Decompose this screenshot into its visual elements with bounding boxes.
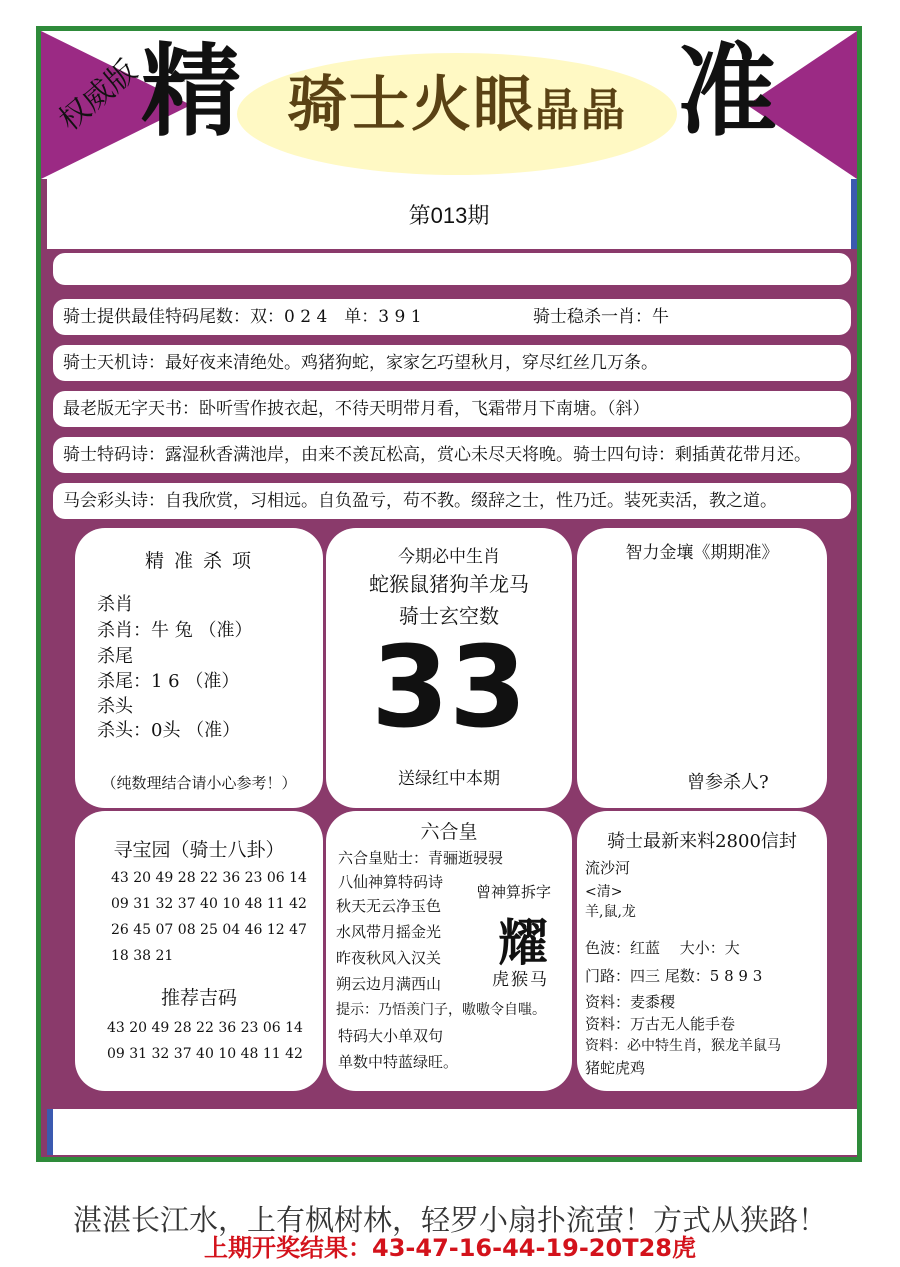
kill-zodiac-text: 骑士稳杀一肖：牛 <box>533 307 669 327</box>
tianji-poem-row <box>53 345 851 381</box>
kill-line: 杀头：0头 （准） <box>97 720 241 741</box>
center-bottom-text: 送绿红中本期 <box>398 769 500 789</box>
wordless-book-row <box>53 391 851 427</box>
mystic-number: 33 <box>371 623 527 753</box>
center-card <box>326 528 572 808</box>
brand-main: 骑士火眼 <box>287 70 535 140</box>
wisdom-title: 智力金壤《期期准》 <box>625 543 779 563</box>
kill-line: 杀尾：1 6 （准） <box>97 671 240 692</box>
must-zodiac-list: 蛇猴鼠猪狗羊龙马 <box>369 572 529 596</box>
wordless-book-text: 最老版无字天书：卧听雪作披衣起，不待天明带月看，飞霜带月下南塘。（斜） <box>63 399 650 419</box>
header-right-char: 准 <box>677 32 777 150</box>
tail-numbers-text: 骑士提供最佳特码尾数：双：0 2 4 单：3 9 1 <box>63 307 422 327</box>
mystic-number-label: 骑士玄空数 <box>399 604 499 628</box>
poem-line: 昨夜秋风入汉关 <box>336 949 442 967</box>
bottom-blank-bar <box>47 1109 857 1155</box>
poem-title: 八仙神算特码诗 <box>338 873 444 891</box>
brand-title <box>251 70 663 140</box>
kill-note: （纯数理结合请小心参考！） <box>101 774 297 792</box>
blank-bar <box>53 253 851 285</box>
latest-line: 门路：四三 尾数：5 8 9 3 <box>585 967 763 985</box>
poem-line: 朔云边月满西山 <box>336 975 442 993</box>
number-row: 26 45 07 08 25 04 46 12 47 <box>111 922 307 938</box>
treasure-numbers <box>111 865 307 969</box>
poem-line: 水风带月摇金光 <box>336 923 442 941</box>
liuhe-card <box>326 811 572 1091</box>
number-row: 09 31 32 37 40 10 48 11 42 <box>111 896 307 912</box>
lucky-numbers-title: 推荐吉码 <box>160 987 237 1009</box>
latest-line: 资料：必中特生肖，猴龙羊鼠马 <box>585 1038 781 1054</box>
must-zodiac-label: 今期必中生肖 <box>398 547 500 567</box>
page-frame <box>36 26 862 1162</box>
treasure-title: 寻宝园（骑士八卦） <box>113 839 285 861</box>
god-char: 耀 <box>498 913 548 972</box>
poem-line: 秋天无云净玉色 <box>336 897 442 915</box>
issue-number: 第013期 <box>408 203 490 228</box>
header-left-char: 精 <box>141 32 241 150</box>
kill-title: 精 准 杀 项 <box>144 550 254 572</box>
kill-line: 杀尾 <box>97 646 133 667</box>
horse-club-poem-text: 马会彩头诗：自我欣赏，习相远。自负盈亏，苟不教。缀辞之士，性乃迁。装死卖活，教之道。 <box>63 491 777 511</box>
special-poem-row <box>53 437 851 473</box>
latest-line: 羊,鼠,龙 <box>585 904 636 920</box>
treasure-card <box>75 811 323 1091</box>
liuhe-sticker: 六合皇贴士：青骊逝骎骎 <box>338 849 504 867</box>
kill-line: 杀肖 <box>97 594 133 615</box>
liuhe-tip: 提示：乃悟羡门子，嗷嗷令自嗤。 <box>336 1002 546 1018</box>
wisdom-bottom: 曾参杀人? <box>687 772 769 793</box>
tail-numbers-row <box>53 299 851 335</box>
latest-line: 色波：红蓝 大小：大 <box>585 939 740 957</box>
special-poem-text: 骑士特码诗：露湿秋香满池岸，由来不羡瓦松高，赏心未尽天将晚。骑士四句诗：剩插黄花带月还。 <box>63 445 811 465</box>
header-banner <box>41 31 857 179</box>
authority-edition-tag: 权威版 <box>52 53 144 139</box>
latest-line: <清> <box>585 884 623 900</box>
liuhe-tail-2: 单数中特蓝绿旺。 <box>338 1053 459 1071</box>
brand-suffix: 晶晶 <box>535 85 627 136</box>
issue-bar <box>47 179 857 249</box>
last-draw-result: 上期开奖结果：43-47-16-44-19-20T28虎 <box>204 1234 696 1262</box>
lucky-numbers <box>107 1015 303 1067</box>
liuhe-title: 六合皇 <box>420 821 478 843</box>
latest-title: 骑士最新来料2800信封 <box>607 831 797 852</box>
number-row: 43 20 49 28 22 36 23 06 14 <box>107 1020 303 1036</box>
number-row: 09 31 32 37 40 10 48 11 42 <box>107 1046 303 1062</box>
number-row: 18 38 21 <box>111 948 174 964</box>
latest-line: 流沙河 <box>585 859 631 877</box>
latest-line: 资料：万古无人能手卷 <box>585 1015 736 1033</box>
tianji-poem-text: 骑士天机诗：最好夜来清绝处。鸡猪狗蛇，家家乞巧望秋月，穿尽红丝几万条。 <box>63 353 658 373</box>
latest-card <box>577 811 827 1091</box>
liuhe-tail-1: 特码大小单双句 <box>338 1027 444 1045</box>
horse-club-poem-row <box>53 483 851 519</box>
wisdom-card <box>577 528 827 808</box>
kill-card <box>75 528 323 808</box>
footer-poem: 湛湛长江水，上有枫树林，轻罗小扇扑流萤！方式从狭路！ <box>72 1203 827 1237</box>
god-sub: 虎猴马 <box>492 970 549 990</box>
kill-line: 杀头 <box>97 696 133 717</box>
god-title: 曾神算拆字 <box>476 883 552 901</box>
number-row: 43 20 49 28 22 36 23 06 14 <box>111 870 307 886</box>
latest-line: 猪蛇虎鸡 <box>585 1059 646 1077</box>
kill-line: 杀肖：牛 兔 （准） <box>97 620 253 641</box>
latest-line: 资料：麦黍稷 <box>585 993 676 1011</box>
